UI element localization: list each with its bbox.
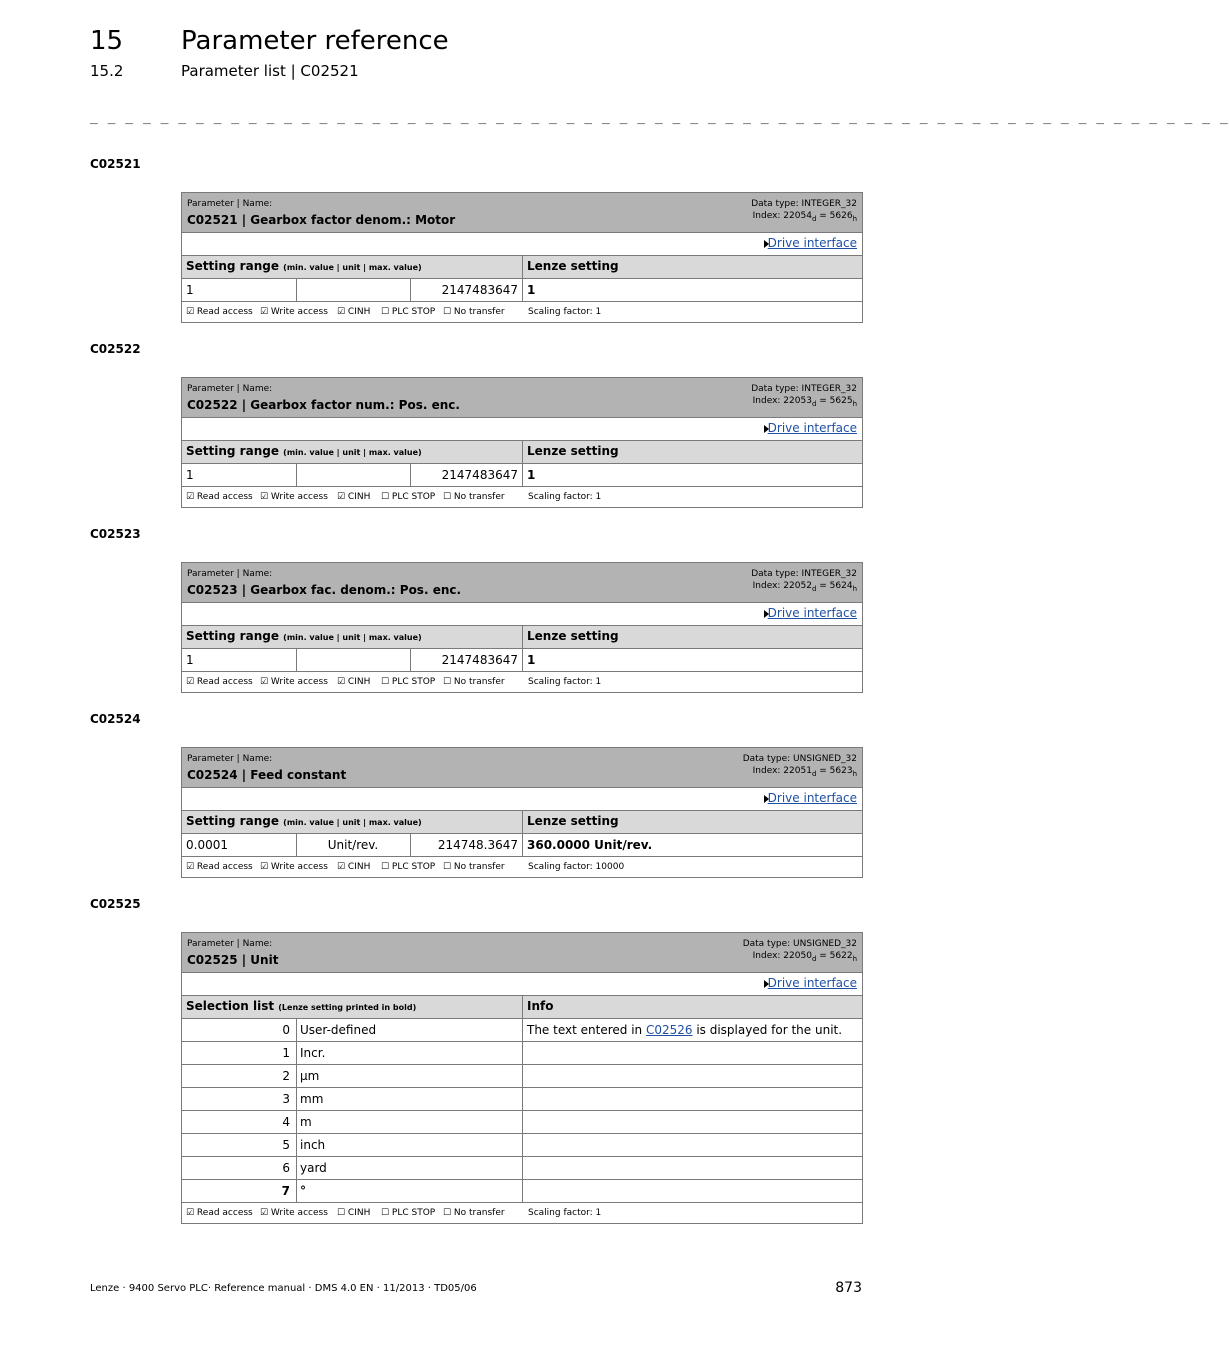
param-label: Parameter | Name: <box>187 939 273 949</box>
lenze-setting-label: Lenze setting <box>527 444 619 458</box>
data-type: Data type: INTEGER_32 <box>751 569 857 579</box>
chapter-title: Parameter reference <box>181 26 449 56</box>
param-label: Parameter | Name: <box>187 199 273 209</box>
flag-plc-stop: ☐ PLC STOP <box>381 307 436 317</box>
param-table <box>181 747 863 878</box>
selection-row <box>182 1019 862 1042</box>
column-header <box>182 996 862 1019</box>
flag-plc-stop: ☐ PLC STOP <box>381 862 436 872</box>
selection-row <box>182 1088 862 1111</box>
selection-number: 5 <box>282 1138 290 1152</box>
chapter-number: 15 <box>90 26 124 56</box>
param-index: Index: $22054_d = 5626_h$ <box>752 211 857 223</box>
link-row <box>182 603 862 626</box>
max-value: 214748.3647 <box>437 838 518 852</box>
lenze-value: 1 <box>527 283 536 297</box>
drive-interface-link[interactable]: Drive interface <box>767 236 857 250</box>
column-header <box>182 256 862 279</box>
min-value: 0.0001 <box>186 838 228 852</box>
flag-no-transfer: ☐ No transfer <box>443 307 505 317</box>
value-row <box>182 279 862 302</box>
selection-text: m <box>300 1115 312 1129</box>
selection-list-label: Selection list (Lenze setting printed in bold) <box>186 999 417 1013</box>
max-value: 2147483647 <box>441 653 518 667</box>
selection-row-default <box>182 1180 862 1203</box>
param-header <box>182 748 862 788</box>
selection-text: User-defined <box>300 1023 377 1037</box>
selection-number: 4 <box>282 1115 290 1129</box>
flag-cinh: ☑ CINH <box>337 492 371 502</box>
selection-text: Incr. <box>300 1046 326 1060</box>
lenze-setting-label: Lenze setting <box>527 629 619 643</box>
flags-row <box>182 487 862 507</box>
param-label: Parameter | Name: <box>187 569 273 579</box>
param-heading: C02524 <box>90 712 141 726</box>
lenze-setting-label: Lenze setting <box>527 814 619 828</box>
param-heading: C02523 <box>90 527 141 541</box>
flags-row <box>182 1203 862 1223</box>
data-type: Data type: UNSIGNED_32 <box>742 754 857 764</box>
section-number: 15.2 <box>90 62 124 80</box>
param-header <box>182 563 862 603</box>
setting-range-label: Setting range (min. value | unit | max. value) <box>186 814 422 828</box>
selection-row <box>182 1065 862 1088</box>
flag-read-access: ☑ Read access <box>186 492 253 502</box>
selection-number: 3 <box>282 1092 290 1106</box>
param-table <box>181 932 863 1224</box>
scaling-factor: Scaling factor: 1 <box>528 677 602 687</box>
param-name: C02525 | Unit <box>187 953 279 967</box>
drive-interface-link[interactable]: Drive interface <box>767 421 857 435</box>
selection-number: 2 <box>282 1069 290 1083</box>
param-index: Index: $22050_d = 5622_h$ <box>752 951 857 963</box>
selection-text: mm <box>300 1092 324 1106</box>
data-type: Data type: INTEGER_32 <box>751 199 857 209</box>
info-label: Info <box>527 999 554 1013</box>
flag-cinh: ☐ CINH <box>337 1208 371 1218</box>
selection-text: yard <box>300 1161 327 1175</box>
param-index: Index: $22053_d = 5625_h$ <box>752 396 857 408</box>
flag-cinh: ☑ CINH <box>337 862 371 872</box>
column-header <box>182 811 862 834</box>
param-name: C02523 | Gearbox fac. denom.: Pos. enc. <box>187 583 462 597</box>
c02526-link[interactable]: C02526 <box>645 1023 693 1037</box>
param-index: Index: $22052_d = 5624_h$ <box>752 581 857 593</box>
lenze-setting-label: Lenze setting <box>527 259 619 273</box>
selection-row <box>182 1157 862 1180</box>
page-number: 873 <box>835 1280 862 1296</box>
lenze-value: 1 <box>527 468 536 482</box>
max-value: 2147483647 <box>441 283 518 297</box>
flag-write-access: ☑ Write access <box>260 862 328 872</box>
selection-row <box>182 1134 862 1157</box>
max-value: 2147483647 <box>441 468 518 482</box>
unit-value: Unit/rev. <box>327 838 379 852</box>
scaling-factor: Scaling factor: 1 <box>528 1208 602 1218</box>
column-header <box>182 441 862 464</box>
flag-plc-stop: ☐ PLC STOP <box>381 1208 436 1218</box>
flag-no-transfer: ☐ No transfer <box>443 492 505 502</box>
lenze-value: 1 <box>527 653 536 667</box>
param-header <box>182 933 862 973</box>
drive-interface-link[interactable]: Drive interface <box>767 791 857 805</box>
param-table <box>181 192 863 323</box>
section-title: Parameter list | C02521 <box>181 62 359 80</box>
flag-write-access: ☑ Write access <box>260 307 328 317</box>
param-label: Parameter | Name: <box>187 754 273 764</box>
selection-text: µm <box>300 1069 320 1083</box>
footer-doc-info: Lenze · 9400 Servo PLC· Reference manual · DMS 4.0 EN · 11/2013 · TD05/06 <box>90 1283 477 1294</box>
flag-read-access: ☑ Read access <box>186 677 253 687</box>
setting-range-label: Setting range (min. value | unit | max. value) <box>186 629 422 643</box>
flag-no-transfer: ☐ No transfer <box>443 677 505 687</box>
link-row <box>182 418 862 441</box>
param-heading: C02521 <box>90 157 141 171</box>
param-header <box>182 193 862 233</box>
min-value: 1 <box>186 283 194 297</box>
flag-plc-stop: ☐ PLC STOP <box>381 492 436 502</box>
param-index: Index: $22051_d = 5623_h$ <box>752 766 857 778</box>
scaling-factor: Scaling factor: 10000 <box>528 862 625 872</box>
scaling-factor: Scaling factor: 1 <box>528 307 602 317</box>
drive-interface-link[interactable]: Drive interface <box>767 976 857 990</box>
flag-write-access: ☑ Write access <box>260 1208 328 1218</box>
selection-row <box>182 1111 862 1134</box>
param-name: C02522 | Gearbox factor num.: Pos. enc. <box>187 398 460 412</box>
min-value: 1 <box>186 468 194 482</box>
selection-info: The text entered in C02526 is displayed for the unit. <box>527 1023 843 1037</box>
flag-plc-stop: ☐ PLC STOP <box>381 677 436 687</box>
param-heading: C02525 <box>90 897 141 911</box>
param-name: C02521 | Gearbox factor denom.: Motor <box>187 213 456 227</box>
min-value: 1 <box>186 653 194 667</box>
flag-read-access: ☑ Read access <box>186 862 253 872</box>
flags-row <box>182 857 862 877</box>
data-type: Data type: INTEGER_32 <box>751 384 857 394</box>
column-header <box>182 626 862 649</box>
flag-cinh: ☑ CINH <box>337 307 371 317</box>
flag-write-access: ☑ Write access <box>260 492 328 502</box>
setting-range-label: Setting range (min. value | unit | max. value) <box>186 444 422 458</box>
flag-no-transfer: ☐ No transfer <box>443 862 505 872</box>
flags-row <box>182 302 862 322</box>
flag-read-access: ☑ Read access <box>186 1208 253 1218</box>
flags-row <box>182 672 862 692</box>
flag-read-access: ☑ Read access <box>186 307 253 317</box>
link-row <box>182 233 862 256</box>
flag-write-access: ☑ Write access <box>260 677 328 687</box>
selection-text: ° <box>300 1184 306 1198</box>
param-header <box>182 378 862 418</box>
selection-number: 6 <box>282 1161 290 1175</box>
param-table <box>181 562 863 693</box>
drive-interface-link[interactable]: Drive interface <box>767 606 857 620</box>
selection-number: 7 <box>281 1184 290 1198</box>
lenze-value: 360.0000 Unit/rev. <box>527 838 653 852</box>
value-row <box>182 834 862 857</box>
header-divider: _ _ _ _ _ _ _ _ _ _ _ _ _ _ _ _ _ _ _ _ _ _ _ _ _ _ _ _ _ _ _ _ _ _ _ _ _ _ _ _ _ _ _ _ _ _ _ _ _ _ _ _ _ _ _ _ _ _ _ _ _ _ _ _ _ <box>90 110 1229 125</box>
param-heading: C02522 <box>90 342 141 356</box>
flag-no-transfer: ☐ No transfer <box>443 1208 505 1218</box>
selection-row <box>182 1042 862 1065</box>
scaling-factor: Scaling factor: 1 <box>528 492 602 502</box>
value-row <box>182 649 862 672</box>
selection-number: 1 <box>282 1046 290 1060</box>
param-name: C02524 | Feed constant <box>187 768 347 782</box>
setting-range-label: Setting range (min. value | unit | max. value) <box>186 259 422 273</box>
selection-text: inch <box>300 1138 326 1152</box>
link-row <box>182 788 862 811</box>
param-label: Parameter | Name: <box>187 384 273 394</box>
flag-cinh: ☑ CINH <box>337 677 371 687</box>
param-table <box>181 377 863 508</box>
value-row <box>182 464 862 487</box>
link-row <box>182 973 862 996</box>
data-type: Data type: UNSIGNED_32 <box>742 939 857 949</box>
selection-number: 0 <box>282 1023 290 1037</box>
